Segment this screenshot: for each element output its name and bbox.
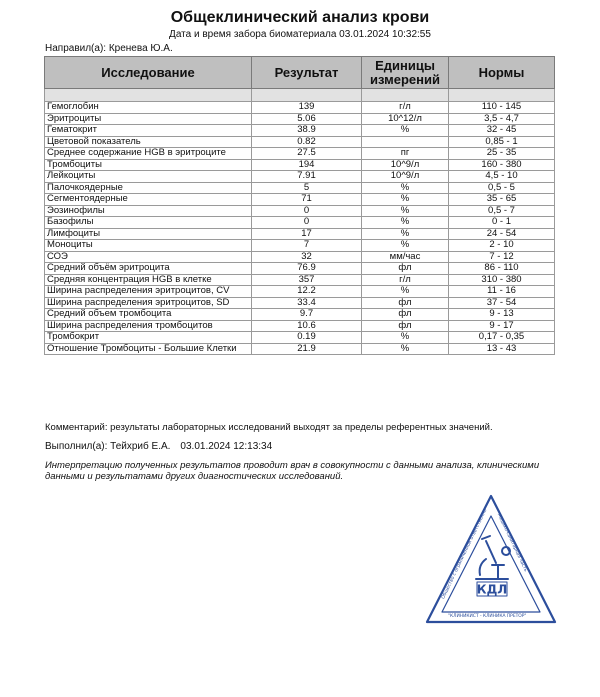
test-norm: 160 - 380	[449, 159, 555, 171]
table-row	[45, 102, 555, 114]
test-result: 38.9	[252, 125, 362, 137]
test-unit: %	[362, 240, 449, 252]
test-result: 12.2	[252, 286, 362, 298]
test-name: Ширина распределения тромбоцитов	[45, 320, 252, 332]
table-row	[45, 136, 555, 148]
test-unit: %	[362, 332, 449, 344]
test-result: 0	[252, 217, 362, 229]
test-result: 10.6	[252, 320, 362, 332]
test-norm: 24 - 54	[449, 228, 555, 240]
test-result: 27.5	[252, 148, 362, 160]
test-norm: 0 - 1	[449, 217, 555, 229]
table-row	[45, 263, 555, 275]
table-row	[45, 274, 555, 286]
test-norm: 35 - 65	[449, 194, 555, 206]
test-name: Ширина распределения эритроцитов, SD	[45, 297, 252, 309]
test-result: 7	[252, 240, 362, 252]
test-name: Лимфоциты	[45, 228, 252, 240]
table-row	[45, 320, 555, 332]
column-header-test: Исследование	[45, 57, 252, 89]
interpretation-note: Интерпретацию полученных результатов проводит врач в совокупности с данными анализа, клиническими данными и результатами других диагностических исследований.	[45, 460, 540, 482]
test-name: Среднее содержание HGB в эритроците	[45, 148, 252, 160]
test-name: Базофилы	[45, 217, 252, 229]
test-name: Гематокрит	[45, 125, 252, 137]
test-result: 76.9	[252, 263, 362, 275]
test-result: 0	[252, 205, 362, 217]
test-name: Цветовой показатель	[45, 136, 252, 148]
table-row	[45, 194, 555, 206]
test-result: 357	[252, 274, 362, 286]
stamp-left-text: Общество с ограниченной ответственно	[441, 508, 489, 601]
test-result: 5.06	[252, 113, 362, 125]
test-norm: 4,5 - 10	[449, 171, 555, 183]
test-result: 0.19	[252, 332, 362, 344]
column-header-units: Единицы измерений	[362, 57, 449, 89]
test-name: Тромбокрит	[45, 332, 252, 344]
test-norm: 86 - 110	[449, 263, 555, 275]
test-unit: %	[362, 205, 449, 217]
test-name: СОЭ	[45, 251, 252, 263]
comment: Комментарий: результаты лабораторных исследований выходят за пределы референтных значений.	[45, 422, 493, 433]
test-name: Ширина распределения эритроцитов, CV	[45, 286, 252, 298]
test-name: Средний объём эритроцита	[45, 263, 252, 275]
test-norm: 3,5 - 4,7	[449, 113, 555, 125]
test-norm: 2 - 10	[449, 240, 555, 252]
test-name: Отношение Тромбоциты - Большие Клетки	[45, 343, 252, 355]
table-row	[45, 159, 555, 171]
test-unit: %	[362, 182, 449, 194]
test-unit: 10^12/л	[362, 113, 449, 125]
test-norm: 0,85 - 1	[449, 136, 555, 148]
table-row	[45, 309, 555, 321]
table-header-row	[45, 57, 555, 89]
table-row	[45, 217, 555, 229]
table-row	[45, 205, 555, 217]
test-norm: 0,5 - 5	[449, 182, 555, 194]
test-result: 0.82	[252, 136, 362, 148]
table-spacer-row	[45, 89, 555, 102]
page-title: Общеклинический анализ крови	[170, 9, 430, 26]
test-result: 71	[252, 194, 362, 206]
test-norm: 37 - 54	[449, 297, 555, 309]
test-name: Лейкоциты	[45, 171, 252, 183]
test-norm: 310 - 380	[449, 274, 555, 286]
test-unit: г/л	[362, 274, 449, 286]
performed-at: 03.01.2024 12:13:34	[180, 441, 273, 452]
test-name: Средний объем тромбоцита	[45, 309, 252, 321]
table-row	[45, 343, 555, 355]
test-result: 21.9	[252, 343, 362, 355]
test-unit: фл	[362, 263, 449, 275]
test-unit: фл	[362, 297, 449, 309]
table-row	[45, 171, 555, 183]
test-name: Сегментоядерные	[45, 194, 252, 206]
lab-stamp	[424, 493, 558, 628]
test-norm: 32 - 45	[449, 125, 555, 137]
performed-by: Выполнил(а): Тейхриб Е.А.	[45, 441, 171, 452]
test-name: Гемоглобин	[45, 102, 252, 114]
test-norm: 7 - 12	[449, 251, 555, 263]
test-norm: 9 - 13	[449, 309, 555, 321]
test-result: 9.7	[252, 309, 362, 321]
stamp-bottom-text: "КЛИНИКИСТ - КЛИНИКА ПРЕТОР"	[448, 614, 527, 619]
table-row	[45, 251, 555, 263]
test-unit: %	[362, 343, 449, 355]
stamp-right-text: Медико-санитарная часть	[495, 513, 528, 573]
table-row	[45, 332, 555, 344]
test-unit: %	[362, 217, 449, 229]
performed-by-line	[45, 441, 272, 453]
test-unit: %	[362, 286, 449, 298]
test-unit: пг	[362, 148, 449, 160]
table-row	[45, 286, 555, 298]
test-norm: 11 - 16	[449, 286, 555, 298]
test-unit: 10^9/л	[362, 159, 449, 171]
test-name: Палочкоядерные	[45, 182, 252, 194]
test-norm: 13 - 43	[449, 343, 555, 355]
table-row	[45, 297, 555, 309]
test-name: Моноциты	[45, 240, 252, 252]
test-unit: 10^9/л	[362, 171, 449, 183]
test-result: 17	[252, 228, 362, 240]
table-row	[45, 182, 555, 194]
test-unit: г/л	[362, 102, 449, 114]
test-unit: %	[362, 125, 449, 137]
column-header-result: Результат	[252, 57, 362, 89]
referrer: Направил(а): Кренева Ю.А.	[45, 43, 173, 54]
results-table	[44, 56, 555, 355]
table-row	[45, 125, 555, 137]
test-result: 7.91	[252, 171, 362, 183]
test-unit: %	[362, 228, 449, 240]
test-result: 139	[252, 102, 362, 114]
test-name: Тромбоциты	[45, 159, 252, 171]
test-unit: мм/час	[362, 251, 449, 263]
test-norm: 25 - 35	[449, 148, 555, 160]
test-norm: 9 - 17	[449, 320, 555, 332]
table-row	[45, 240, 555, 252]
test-norm: 0,5 - 7	[449, 205, 555, 217]
test-unit: фл	[362, 309, 449, 321]
test-unit: фл	[362, 320, 449, 332]
table-row	[45, 113, 555, 125]
test-norm: 0,17 - 0,35	[449, 332, 555, 344]
test-result: 5	[252, 182, 362, 194]
test-result: 32	[252, 251, 362, 263]
test-result: 33.4	[252, 297, 362, 309]
sample-datetime: Дата и время забора биоматериала 03.01.2024 10:32:55	[169, 29, 431, 40]
test-name: Эритроциты	[45, 113, 252, 125]
test-norm: 110 - 145	[449, 102, 555, 114]
table-row	[45, 148, 555, 160]
test-unit	[362, 136, 449, 148]
test-name: Эозинофилы	[45, 205, 252, 217]
test-name: Средняя концентрация HGB в клетке	[45, 274, 252, 286]
table-row	[45, 228, 555, 240]
column-header-norms: Нормы	[449, 57, 555, 89]
test-unit: %	[362, 194, 449, 206]
test-result: 194	[252, 159, 362, 171]
stamp-center-text: КДЛ	[476, 582, 508, 597]
